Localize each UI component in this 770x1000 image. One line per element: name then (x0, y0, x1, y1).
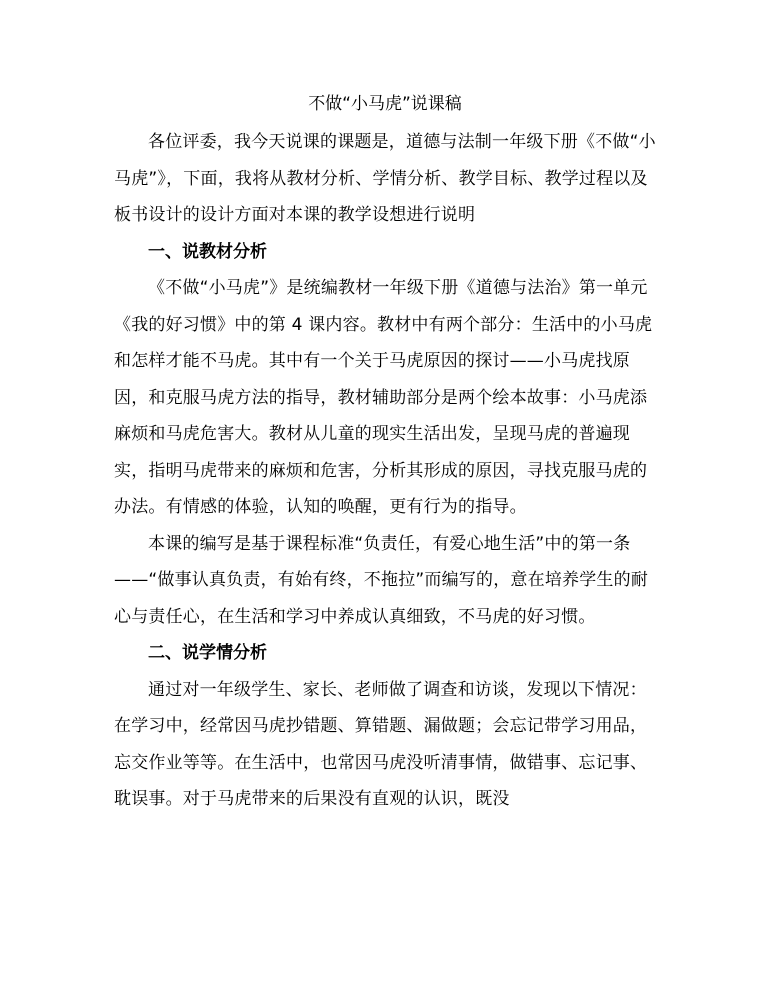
section-heading-textbook-analysis: 一、说教材分析 (148, 241, 267, 262)
intro-paragraph: 各位评委，我今天说课的课题是，道德与法制一年级下册《不做“小马虎”》，下面，我将从教材分析、学情分析、教学目标、教学过程以及板书设计的设计方面对本课的教学设想进行说明 (114, 132, 656, 225)
student-analysis-paragraph-1: 通过对一年级学生、家长、老师做了调查和访谈，发现以下情况：在学习中，经常因马虎抄错题、算错题、漏做题；会忘记带学习用品，忘交作业等等。在生活中，也常因马虎没听清事情，做错事、忘记事、耽误事。对于马虎带来的后果没有直观的认识，既没 (114, 679, 648, 809)
section-heading-student-analysis: 二、说学情分析 (148, 643, 267, 663)
document-body (114, 124, 660, 818)
textbook-analysis-paragraph-1: 《不做“小马虎”》是统编教材一年级下册《道德与法治》第一单元《我的好习惯》中的第 4 课内容。教材中有两个部分：生活中的小马虎和怎样才能不马虎。其中有一个关于马虎原因的探讨——小马虎找原因，和克服马虎方法的指导，教材辅助部分是两个绘本故事：小马虎添麻烦和马虎危害大。教材从儿童的现实生活出发，呈现马虎的普遍现实，指明马虎带来的麻烦和危害，分析其形成的原因，寻找克服马虎的办法。有情感的体验，认知的唤醒，更有行为的指导。 (114, 278, 653, 517)
document-title: 不做“小马虎”说课稿 (308, 94, 462, 114)
textbook-analysis-paragraph-2: 本课的编写是基于课程标准“负责任，有爱心地生活”中的第一条——“做事认真负责，有始有终，不拖拉”而编写的，意在培养学生的耐心与责任心，在生活和学习中养成认真细致，不马虎的好习惯。 (114, 533, 649, 627)
